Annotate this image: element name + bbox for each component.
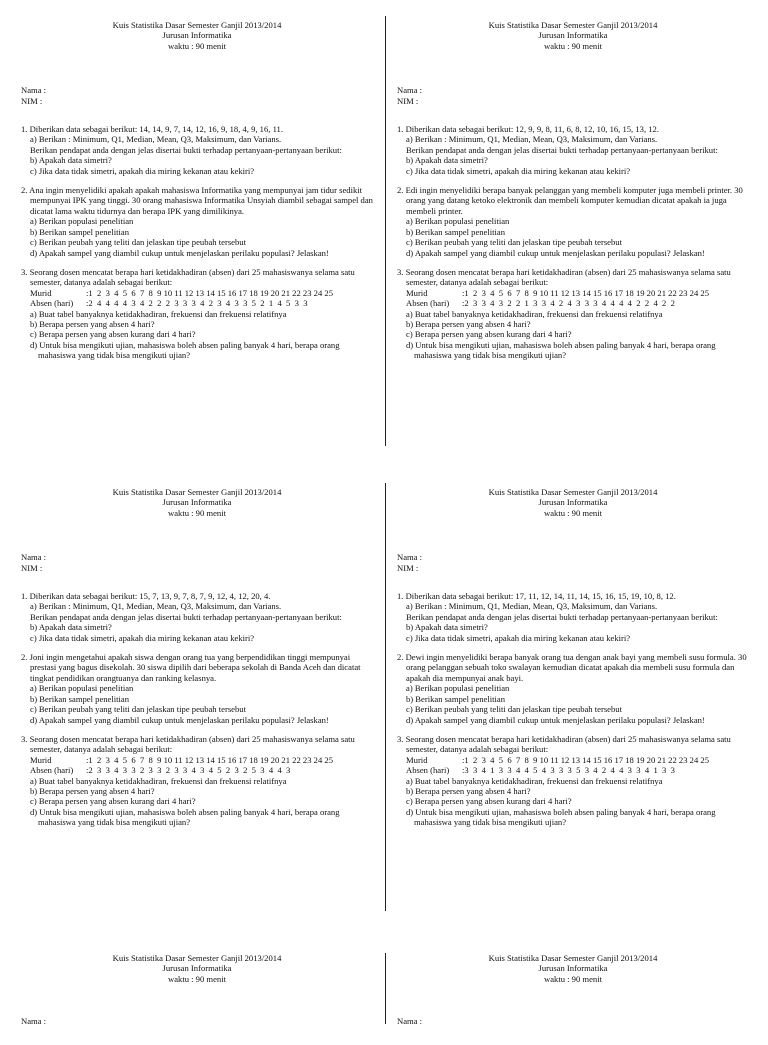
question-3d: d) Untuk bisa mengikuti ujian, mahasiswa boleh absen paling banyak 4 hari, berapa orang mahasiswa yang tidak bisa mengikuti ujian?	[30, 339, 340, 361]
murid-row	[21, 288, 373, 298]
quiz-sheet-6	[397, 953, 749, 1045]
question-3d: d) Untuk bisa mengikuti ujian, mahasiswa boleh absen paling banyak 4 hari, berapa orang mahasiswa yang tidak bisa mengikuti ujian?	[30, 806, 340, 828]
nim-field-label: NIM :	[397, 562, 419, 573]
quiz-title: Kuis Statistika Dasar Semester Ganjil 2013/2014	[488, 953, 658, 963]
question-1	[397, 124, 749, 176]
question-3c: c) Berapa persen yang absen kurang dari 4 hari?	[30, 329, 196, 340]
murid-values: :1 2 3 4 5 6 7 8 9 10 11 12 13 14 15 16 17 18 19 20 21 22 23 24 25	[86, 287, 333, 298]
murid-label: Murid	[30, 754, 52, 765]
question-2d: d) Apakah sampel yang diambil cukup untuk menjelaskan perilaku populasi? Jelaskan!	[406, 247, 705, 258]
question-2b: b) Berikan sampel penelitian	[406, 226, 506, 237]
absen-label: Absen (hari)	[30, 298, 74, 309]
question-3-text: 3. Seorang dosen mencatat berapa hari ketidakhadiran (absen) dari 25 mahasiswanya selama satu semester, datanya adalah sebagai berikut:	[397, 266, 731, 288]
quiz-title: Kuis Statistika Dasar Semester Ganjil 2013/2014	[112, 487, 282, 497]
question-2c: c) Berikan peubah yang teliti dan jelaskan tipe peubah tersebut	[30, 704, 246, 715]
question-2b: b) Berikan sampel penelitian	[30, 693, 130, 704]
question-1b: b) Apakah data simetri?	[406, 155, 488, 166]
question-2	[21, 652, 373, 725]
quiz-header	[397, 487, 749, 518]
question-1-text: 1. Diberikan data sebagai berikut: 14, 14, 9, 7, 14, 12, 16, 9, 18, 4, 9, 16, 11.	[21, 124, 283, 135]
question-1a: a) Berikan : Minimum, Q1, Median, Mean, Q3, Maksimum, dan Varians.	[406, 601, 658, 612]
quiz-sheet-1	[21, 20, 373, 370]
quiz-sheet-3	[21, 487, 373, 837]
question-1-instruction: Berikan pendapat anda dengan jelas disertai bukti terhadap pertanyaan-pertanyaan berikut:	[406, 611, 718, 622]
question-1-text: 1. Diberikan data sebagai berikut: 15, 7, 13, 9, 7, 8, 7, 9, 12, 4, 12, 20, 4.	[21, 591, 271, 602]
time-limit: waktu : 90 menit	[544, 507, 602, 518]
time-limit: waktu : 90 menit	[544, 40, 602, 51]
quiz-header	[397, 20, 749, 51]
quiz-header	[21, 487, 373, 518]
question-1b: b) Apakah data simetri?	[30, 155, 112, 166]
question-1b: b) Apakah data simetri?	[30, 622, 112, 633]
identity-block	[21, 552, 373, 573]
question-2d: d) Apakah sampel yang diambil cukup untuk menjelaskan perilaku populasi? Jelaskan!	[30, 714, 329, 725]
question-2-text: 2. Dewi ingin menyelidiki berapa banyak orang tua dengan anak bayi yang membeli susu formula. 30 orang pelanggan sebuah toko swalayan kemudian dicatat apakah dia membeli susu formula dan apakah dia mempunyai anak bayi.	[397, 652, 747, 683]
absen-label: Absen (hari)	[406, 765, 450, 776]
absen-row	[397, 298, 749, 308]
question-3-text: 3. Seorang dosen mencatat berapa hari ketidakhadiran (absen) dari 25 mahasiswanya selama satu semester, datanya adalah sebagai berikut:	[21, 733, 355, 755]
department: Jurusan Informatika	[538, 30, 608, 41]
question-2b: b) Berikan sampel penelitian	[30, 226, 130, 237]
question-3c: c) Berapa persen yang absen kurang dari 4 hari?	[406, 329, 572, 340]
question-3b: b) Berapa persen yang absen 4 hari?	[30, 785, 155, 796]
question-3a: a) Buat tabel banyaknya ketidakhadiran, frekuensi dan frekuensi relatifnya	[30, 775, 287, 786]
question-2a: a) Berikan populasi penelitian	[30, 683, 134, 694]
identity-block	[397, 552, 749, 573]
identity-block	[21, 1016, 373, 1026]
question-1c: c) Jika data tidak simetri, apakah dia miring kekanan atau kekiri?	[406, 165, 631, 176]
absen-row	[397, 765, 749, 775]
question-1-text: 1. Diberikan data sebagai berikut: 12, 9, 9, 8, 11, 6, 8, 12, 10, 16, 15, 13, 12.	[397, 124, 659, 135]
name-field-label: Nama :	[397, 85, 423, 96]
question-2c: c) Berikan peubah yang teliti dan jelaskan tipe peubah tersebut	[406, 237, 622, 248]
question-3-text: 3. Seorang dosen mencatat berapa hari ketidakhadiran (absen) dari 25 mahasiswanya selama satu semester, datanya adalah sebagai berikut:	[21, 266, 355, 288]
time-limit: waktu : 90 menit	[168, 973, 226, 984]
question-2-text: 2. Ana ingin menyelidiki apakah apakah mahasiswa Informatika yang mempunyai jam tidur sedikit mempunyai IPK yang tinggi. 30 orang mahasiswa Informatika Unsyiah diambil sebagai sampel dan dicatat lama waktu tidurnya dan berapa IPK yang dimilikinya.	[21, 185, 373, 216]
question-2a: a) Berikan populasi penelitian	[406, 683, 510, 694]
absen-values: :3 3 4 1 3 3 4 4 5 4 3 3 3 5 3 4 2 4 4 3 3 4 1 3 3	[462, 765, 675, 776]
question-2c: c) Berikan peubah yang teliti dan jelaskan tipe peubah tersebut	[30, 237, 246, 248]
question-3d: d) Untuk bisa mengikuti ujian, mahasiswa boleh absen paling banyak 4 hari, berapa orang mahasiswa yang tidak bisa mengikuti ujian?	[406, 339, 716, 361]
page-divider-bottom	[385, 953, 386, 1024]
nim-field-label: NIM :	[397, 95, 419, 106]
absen-label: Absen (hari)	[406, 298, 450, 309]
question-2c: c) Berikan peubah yang teliti dan jelaskan tipe peubah tersebut	[406, 704, 622, 715]
department: Jurusan Informatika	[162, 497, 232, 508]
page-divider-top	[385, 16, 386, 446]
identity-block	[21, 85, 373, 106]
question-3	[397, 267, 749, 361]
murid-label: Murid	[406, 754, 428, 765]
identity-block	[397, 1016, 749, 1026]
question-1b: b) Apakah data simetri?	[406, 622, 488, 633]
question-3	[21, 267, 373, 361]
question-2-text: 2. Edi ingin menyelidiki berapa banyak pelanggan yang membeli komputer juga membeli printer. 30 orang yang datang ketoko elektronik dan membeli komputer kemudian dicatat apakah ia juga membeli printer.	[397, 185, 743, 216]
question-1	[21, 124, 373, 176]
murid-row	[397, 755, 749, 765]
time-limit: waktu : 90 menit	[168, 507, 226, 518]
absen-label: Absen (hari)	[30, 765, 74, 776]
absen-row	[21, 765, 373, 775]
question-2	[397, 185, 749, 258]
department: Jurusan Informatika	[162, 30, 232, 41]
question-3b: b) Berapa persen yang absen 4 hari?	[406, 318, 531, 329]
question-3a: a) Buat tabel banyaknya ketidakhadiran, frekuensi dan frekuensi relatifnya	[406, 308, 663, 319]
question-1a: a) Berikan : Minimum, Q1, Median, Mean, Q3, Maksimum, dan Varians.	[30, 134, 282, 145]
question-3c: c) Berapa persen yang absen kurang dari 4 hari?	[30, 796, 196, 807]
time-limit: waktu : 90 menit	[544, 973, 602, 984]
murid-label: Murid	[406, 287, 428, 298]
question-1a: a) Berikan : Minimum, Q1, Median, Mean, Q3, Maksimum, dan Varians.	[406, 134, 658, 145]
quiz-sheet-4	[397, 487, 749, 837]
question-2-text: 2. Joni ingin mengetahui apakah siswa dengan orang tua yang berpendidikan tinggi mempunyai prestasi yang bagus disekolah. 30 siswa dipilih dari beberapa sekolah di Banda Aceh dan dicatat tingkat pendidikan orangtuanya dan ranking kelasnya.	[21, 652, 361, 683]
department: Jurusan Informatika	[538, 963, 608, 974]
murid-label: Murid	[30, 287, 52, 298]
question-3b: b) Berapa persen yang absen 4 hari?	[30, 318, 155, 329]
question-1	[397, 591, 749, 643]
nim-field-label: NIM :	[21, 562, 43, 573]
name-field-label: Nama :	[21, 552, 47, 563]
department: Jurusan Informatika	[162, 963, 232, 974]
question-3b: b) Berapa persen yang absen 4 hari?	[406, 785, 531, 796]
page-divider-middle	[385, 483, 386, 911]
name-field-label: Nama :	[21, 85, 47, 96]
quiz-header	[21, 953, 373, 984]
time-limit: waktu : 90 menit	[168, 40, 226, 51]
murid-values: :1 2 3 4 5 6 7 8 9 10 11 12 13 14 15 16 17 18 19 20 21 22 23 24 25	[462, 754, 709, 765]
quiz-header	[21, 20, 373, 51]
name-field-label: Nama :	[397, 1016, 423, 1027]
question-2b: b) Berikan sampel penelitian	[406, 693, 506, 704]
question-1	[21, 591, 373, 643]
question-2a: a) Berikan populasi penelitian	[406, 216, 510, 227]
question-3d: d) Untuk bisa mengikuti ujian, mahasiswa boleh absen paling banyak 4 hari, berapa orang mahasiswa yang tidak bisa mengikuti ujian?	[406, 806, 716, 828]
question-1a: a) Berikan : Minimum, Q1, Median, Mean, Q3, Maksimum, dan Varians.	[30, 601, 282, 612]
absen-values: :2 3 3 4 3 3 2 3 3 2 3 3 4 3 4 5 2 3 2 5 3 4 4 3	[86, 765, 291, 776]
name-field-label: Nama :	[397, 552, 423, 563]
absen-row	[21, 298, 373, 308]
question-3	[397, 734, 749, 828]
quiz-sheet-2	[397, 20, 749, 370]
question-1c: c) Jika data tidak simetri, apakah dia miring kekanan atau kekiri?	[30, 165, 255, 176]
murid-values: :1 2 3 4 5 6 7 8 9 10 11 12 13 14 15 16 17 18 19 20 21 22 23 24 25	[86, 754, 333, 765]
question-1-text: 1. Diberikan data sebagai berikut: 17, 11, 12, 14, 11, 14, 15, 16, 15, 19, 10, 8, 12.	[397, 591, 676, 602]
quiz-title: Kuis Statistika Dasar Semester Ganjil 2013/2014	[112, 20, 282, 30]
question-3a: a) Buat tabel banyaknya ketidakhadiran, frekuensi dan frekuensi relatifnya	[30, 308, 287, 319]
murid-row	[21, 755, 373, 765]
absen-values: :2 3 3 4 3 2 2 1 3 3 4 2 4 3 3 3 4 4 4 4 2 2 4 2 2	[462, 298, 675, 309]
question-2d: d) Apakah sampel yang diambil cukup untuk menjelaskan perilaku populasi? Jelaskan!	[30, 247, 329, 258]
name-field-label: Nama :	[21, 1016, 47, 1027]
question-3	[21, 734, 373, 828]
identity-block	[397, 85, 749, 106]
nim-field-label: NIM :	[21, 95, 43, 106]
question-1c: c) Jika data tidak simetri, apakah dia miring kekanan atau kekiri?	[30, 632, 255, 643]
question-3a: a) Buat tabel banyaknya ketidakhadiran, frekuensi dan frekuensi relatifnya	[406, 775, 663, 786]
quiz-title: Kuis Statistika Dasar Semester Ganjil 2013/2014	[488, 20, 658, 30]
question-2d: d) Apakah sampel yang diambil cukup untuk menjelaskan perilaku populasi? Jelaskan!	[406, 714, 705, 725]
murid-row	[397, 288, 749, 298]
question-2	[21, 185, 373, 258]
question-1-instruction: Berikan pendapat anda dengan jelas disertai bukti terhadap pertanyaan-pertanyaan berikut:	[30, 611, 342, 622]
question-3-text: 3. Seorang dosen mencatat berapa hari ketidakhadiran (absen) dari 25 mahasiswanya selama satu semester, datanya adalah sebagai berikut:	[397, 733, 731, 755]
department: Jurusan Informatika	[538, 497, 608, 508]
question-1-instruction: Berikan pendapat anda dengan jelas disertai bukti terhadap pertanyaan-pertanyaan berikut:	[406, 144, 718, 155]
quiz-title: Kuis Statistika Dasar Semester Ganjil 2013/2014	[488, 487, 658, 497]
quiz-sheet-5	[21, 953, 373, 1045]
question-1-instruction: Berikan pendapat anda dengan jelas disertai bukti terhadap pertanyaan-pertanyaan berikut:	[30, 144, 342, 155]
question-1c: c) Jika data tidak simetri, apakah dia miring kekanan atau kekiri?	[406, 632, 631, 643]
quiz-title: Kuis Statistika Dasar Semester Ganjil 2013/2014	[112, 953, 282, 963]
question-2	[397, 652, 749, 725]
question-2a: a) Berikan populasi penelitian	[30, 216, 134, 227]
question-3c: c) Berapa persen yang absen kurang dari 4 hari?	[406, 796, 572, 807]
absen-values: :2 4 4 4 4 3 4 2 2 2 3 3 3 4 2 3 4 3 3 5 2 1 4 5 3 3	[86, 298, 308, 309]
murid-values: :1 2 3 4 5 6 7 8 9 10 11 12 13 14 15 16 17 18 19 20 21 22 23 24 25	[462, 287, 709, 298]
quiz-header	[397, 953, 749, 984]
